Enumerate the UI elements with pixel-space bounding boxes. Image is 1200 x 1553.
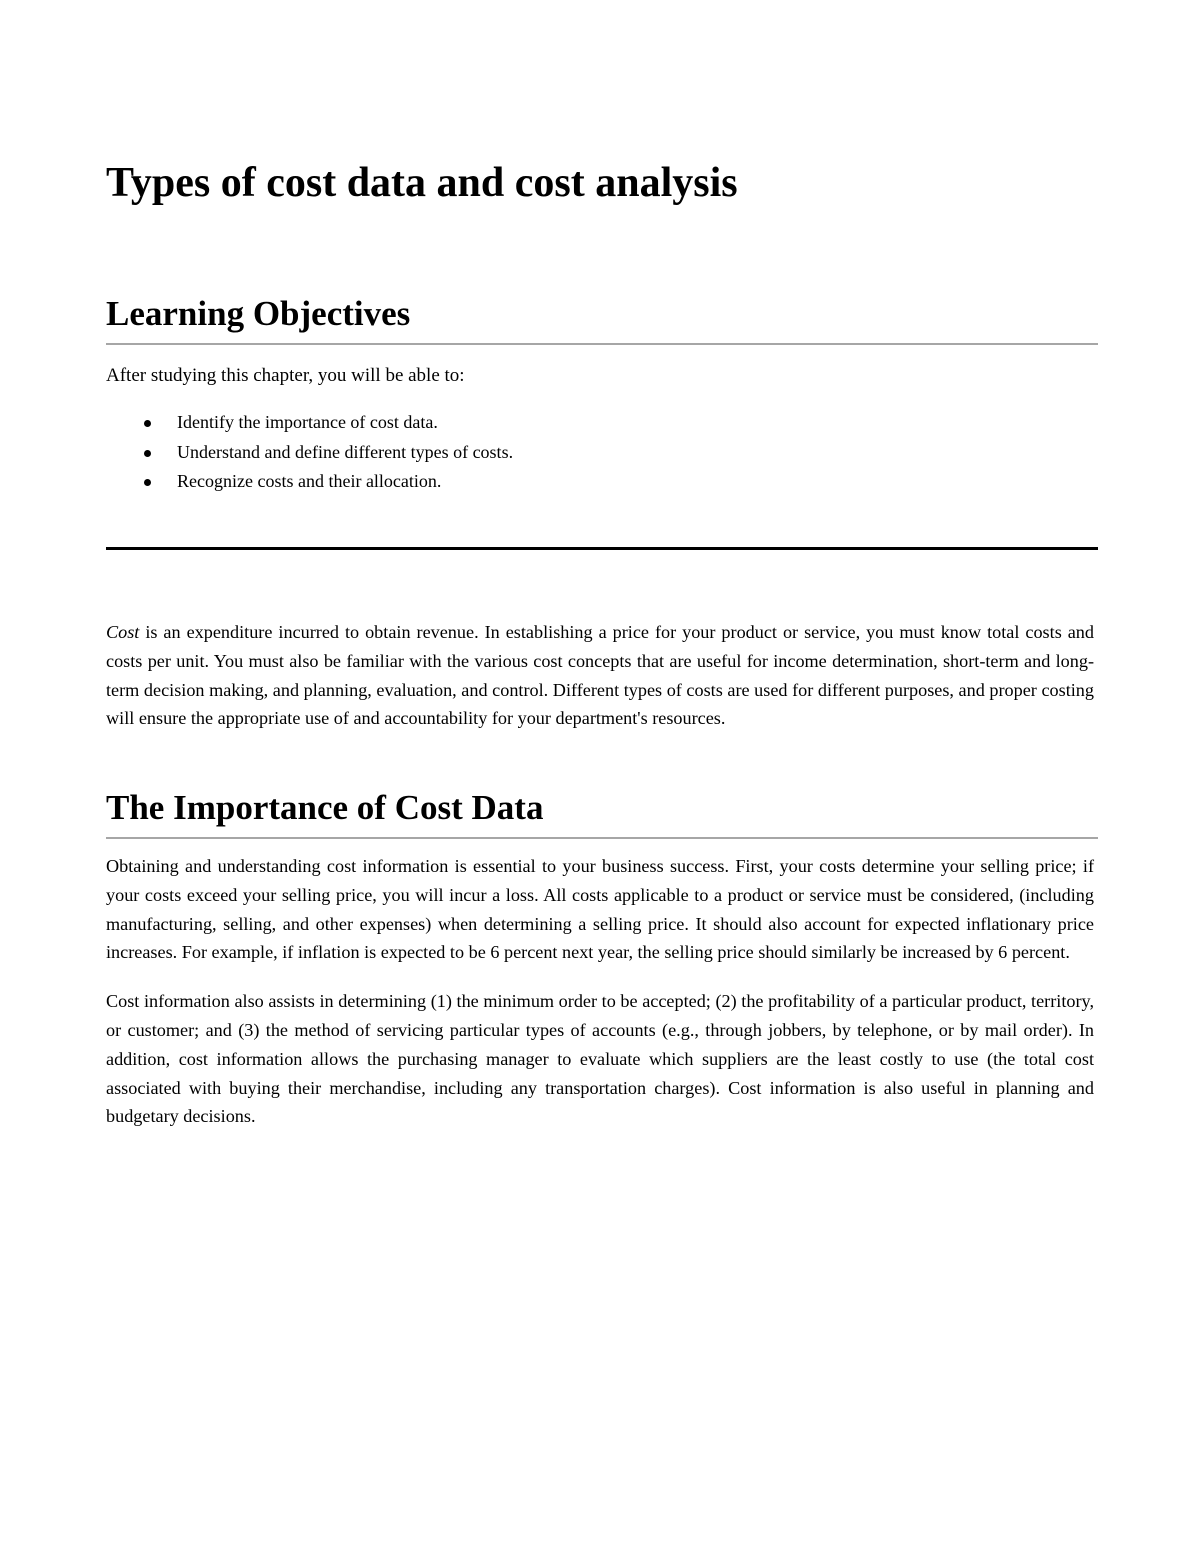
cost-definition-text: is an expenditure incurred to obtain revenue. In establishing a price for your product or service, you must know total costs and costs per unit. You must also be familiar with the various cost concepts that are useful for income determination, short-term and long-term decision making, and planning, evaluation, and control. Different types of costs are used for different purposes, and proper costing will ensure the appropriate use of and accountability for your department's resources. xyxy=(106,622,1094,729)
bullet-icon xyxy=(144,450,151,457)
importance-heading: The Importance of Cost Data xyxy=(106,788,544,827)
list-item xyxy=(106,467,1098,497)
importance-section xyxy=(106,786,1098,1131)
cost-definition-paragraph xyxy=(106,618,1094,733)
document-title: Types of cost data and cost analysis xyxy=(106,160,738,206)
cost-term: Cost xyxy=(106,622,140,642)
importance-paragraph-1: Obtaining and understanding cost information is essential to your business success. First, your costs determine your selling price; if your costs exceed your selling price, you will incur a loss. All costs applicable to a product or service must be considered, (including manufacturing, selling, and other expenses) when determining a selling price. It should also account for expected inflationary price increases. For example, if inflation is expected to be 6 percent next year, the selling price should similarly be increased by 6 percent. xyxy=(106,856,1094,963)
heading-underline xyxy=(106,343,1098,345)
section-divider xyxy=(106,547,1098,550)
objective-text: Understand and define different types of costs. xyxy=(177,441,514,462)
bullet-icon xyxy=(144,479,151,486)
objectives-intro: After studying this chapter, you will be able to: xyxy=(106,365,465,386)
objective-text: Identify the importance of cost data. xyxy=(177,412,438,432)
list-item xyxy=(106,438,1098,468)
heading-underline xyxy=(106,837,1098,839)
bullet-icon xyxy=(144,420,151,427)
list-item xyxy=(106,408,1098,438)
learning-objectives-heading: Learning Objectives xyxy=(106,294,411,333)
objective-text: Recognize costs and their allocation. xyxy=(177,471,442,491)
importance-paragraph-2: Cost information also assists in determining (1) the minimum order to be accepted; (2) the profitability of a particular product, territory, or customer; and (3) the method of servicing particular types of accounts (e.g., through jobbers, by telephone, or by mail order). In addition, cost information allows the purchasing manager to evaluate which suppliers are the least costly to use (the total cost associated with buying their merchandise, including any transportation charges). Cost information is also useful in planning and budgetary decisions. xyxy=(106,991,1094,1127)
objectives-list xyxy=(106,408,1098,497)
learning-objectives-section xyxy=(106,292,1098,497)
